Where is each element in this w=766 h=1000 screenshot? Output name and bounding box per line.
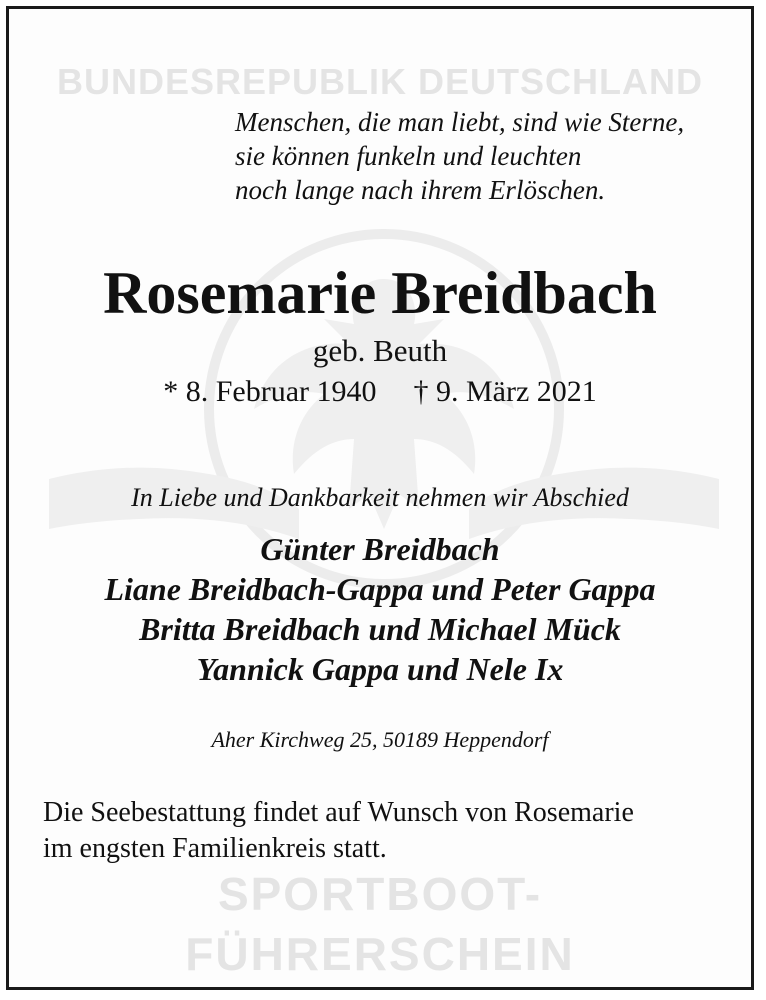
farewell-text: In Liebe und Dankbarkeit nehmen wir Abschied: [131, 483, 629, 512]
quote-line: Menschen, die man liebt, sind wie Sterne,: [235, 107, 685, 137]
watermark-top: BUNDESREPUBLIK DEUTSCHLAND: [56, 61, 703, 102]
obituary-card: [6, 6, 754, 990]
watermark-bottom-1: SPORTBOOT-: [217, 868, 543, 920]
note-line: im engsten Familienkreis statt.: [43, 833, 387, 864]
born-name: geb. Beuth: [312, 333, 448, 368]
mourner: Liane Breidbach-Gappa und Peter Gappa: [104, 571, 656, 607]
quote-line: noch lange nach ihrem Erlöschen.: [235, 175, 606, 205]
mourner: Britta Breidbach und Michael Mück: [139, 611, 621, 647]
mourner: Yannick Gappa und Nele Ix: [196, 651, 564, 687]
address: Aher Kirchweg 25, 50189 Heppendorf: [211, 727, 549, 752]
birth-date: * 8. Februar 1940: [163, 375, 377, 408]
watermark-bottom-2: FÜHRERSCHEIN: [185, 928, 575, 980]
mourners-list: [9, 529, 751, 689]
burial-note: [43, 795, 634, 867]
deceased-name: Rosemarie Breidbach: [103, 260, 657, 326]
memorial-quote: [235, 105, 684, 207]
mourner: Günter Breidbach: [260, 531, 500, 567]
quote-line: sie können funkeln und leuchten: [235, 141, 582, 171]
note-line: Die Seebestattung findet auf Wunsch von Rosemarie: [43, 797, 634, 828]
death-date: † 9. März 2021: [413, 375, 597, 408]
life-dates: [9, 375, 751, 409]
